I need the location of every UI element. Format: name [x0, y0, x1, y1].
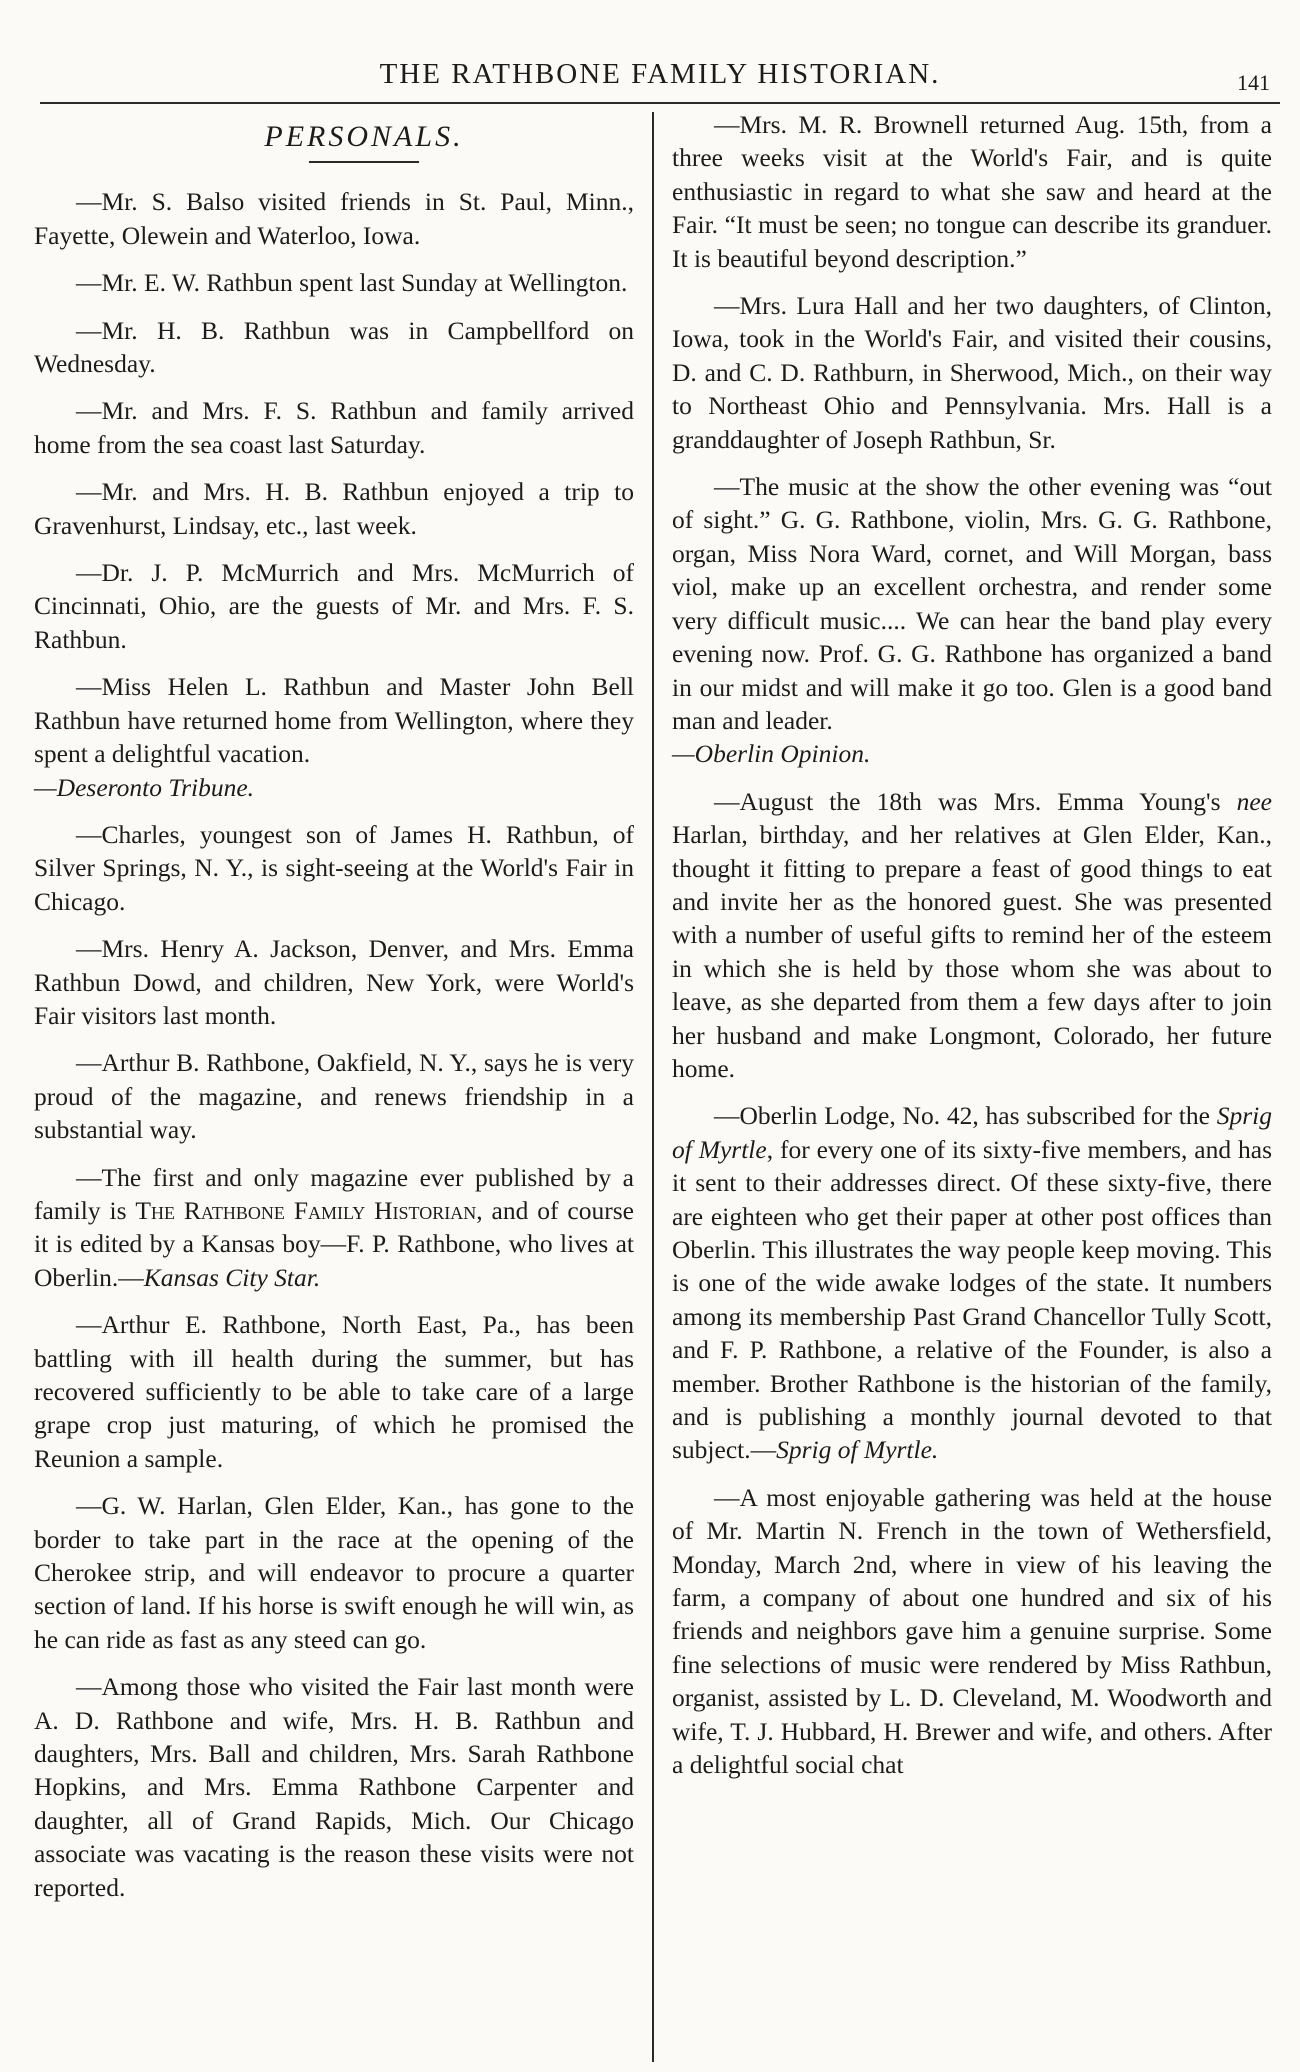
right-column — [672, 108, 1272, 1796]
personal-item: —Oberlin Lodge, No. 42, has subscribed for the Sprig of Myrtle, for every one of its sixty-five members, and has it sent to their addresses direct. Of these sixty-five, there are eighteen who get their paper at other post offices than Oberlin. This illustrates the way people keep moving. This is one of the wide awake lodges of the state. It numbers among its membership Past Grand Chancellor Tully Scott, and F. P. Rathbone, a relative of the Founder, is also a member. Brother Rathbone is the historian of the family, and is publishing a monthly journal devoted to that subject.—Sprig of Myrtle. — [672, 1101, 1272, 1465]
personal-item: —Dr. J. P. McMurrich and Mrs. McMurrich of Cincinnati, Ohio, are the guests of Mr. and Mrs. F. S. Rathbun. — [34, 558, 634, 654]
magazine-name: The Rathbone Family Historian — [135, 1195, 477, 1225]
header-rule — [40, 102, 1280, 104]
item-source: Kansas City Star. — [143, 1262, 321, 1292]
item-source: —Deseronto Tribune. — [34, 772, 255, 802]
personal-item: —Mr. H. B. Rathbun was in Campbellford on Wednesday. — [34, 315, 634, 379]
section-title: PERSONALS. — [264, 120, 464, 153]
personal-item: —G. W. Harlan, Glen Elder, Kan., has gone to the border to take part in the race at the opening of the Cherokee strip, and will endeavor to procure a quarter section of land. If his horse is swift enough he will win, as he can ride as fast as any steed can go. — [34, 1491, 634, 1654]
personal-item: —The first and only magazine ever published by a family is The Rathbone Family Historian, and of course it is edited by a Kansas boy—F. P. Rathbone, who lives at Oberlin.—Kansas City Star. — [34, 1162, 634, 1292]
personal-item: —Arthur E. Rathbone, North East, Pa., has been battling with ill health during the summer, but has recovered sufficiently to be able to take care of a large grape crop just maturing, of which he promised the Reunion a sample. — [34, 1310, 634, 1473]
personal-item: —Charles, youngest son of James H. Rathbun, of Silver Springs, N. Y., is sight-seeing at the World's Fair in Chicago. — [34, 819, 634, 916]
personal-item: —Among those who visited the Fair last month were A. D. Rathbone and wife, Mrs. H. B. Rathbun and daughters, Mrs. Ball and children, Mrs. Sarah Rathbone Hopkins, and Mrs. Emma Rathbone Carpenter and daughter, all of Grand Rapids, Mich. Our Chicago associate was vacating is the reason these visits were not reported. — [34, 1672, 634, 1902]
personal-item: —The music at the show the other evening was “out of sight.” G. G. Rathbone, violin, Mrs. G. G. Rathbone, organ, Miss Nora Ward, cornet, and Will Morgan, bass viol, make up an excellent orchestra, and render some very difficult music.... We can hear the band play every evening now. Prof. G. G. Rathbone has organized a band in our midst and will make it go too. Glen is a good band man and leader. —Oberlin Opinion. — [672, 470, 1272, 771]
personal-item: —Mrs. Henry A. Jackson, Denver, and Mrs. Emma Rathbun Dowd, and children, New York, were World's Fair visitors last month. — [34, 934, 634, 1030]
publication-name: Sprig of Myrtle — [672, 1101, 1272, 1164]
personal-item: —Mrs. M. R. Brownell returned Aug. 15th, from a three weeks visit at the World's Fair, and is quite enthusiastic in regard to what she saw and heard at the Fair. “It must be seen; no tongue can describe its granduer. It is beautiful beyond description.” — [672, 110, 1272, 273]
personal-item: —Miss Helen L. Rathbun and Master John Bell Rathbun have returned home from Wellington, where they spent a delightful vacation. —Deseronto Tribune. — [34, 670, 634, 804]
personal-item: —Mr. S. Balso visited friends in St. Paul, Minn., Fayette, Olewein and Waterloo, Iowa. — [34, 187, 634, 250]
personal-item: —August the 18th was Mrs. Emma Young's nee Harlan, birthday, and her relatives at Glen Elder, Kan., thought it fitting to prepare a feast of good things to eat and invite her as the honored guest. She was presented with a number of useful gifts to remind her of the esteem in which she is held by those whom she was about to leave, as she departed from them a few days after to join her husband and make Longmont, Colorado, her future home. — [672, 786, 1272, 1083]
personal-item: —Arthur B. Rathbone, Oakfield, N. Y., says he is very proud of the magazine, and renews friendship in a substantial way. — [34, 1048, 634, 1145]
personal-item: —A most enjoyable gathering was held at the house of Mr. Martin N. French in the town of Wethersfield, Monday, March 2nd, where in view of his leaving the farm, a company of about one hundred and six of his friends and neighbors gave him a genuine surprise. Some fine selections of music were rendered by Miss Rathbun, organist, assisted by L. D. Cleveland, M. Woodworth and wife, T. J. Hubbard, H. Brewer and wife, and others. After a delightful social chat — [672, 1482, 1272, 1780]
page-number: 141 — [1237, 70, 1270, 95]
italic-word: nee — [1236, 786, 1272, 816]
personal-item: —Mrs. Lura Hall and her two daughters, of Clinton, Iowa, took in the World's Fair, and visited their cousins, D. and C. D. Rathburn, in Sherwood, Mich., on their way to Northeast Ohio and Pennsylvania. Mrs. Hall is a granddaughter of Joseph Rathbun, Sr. — [672, 291, 1272, 454]
item-source: —Oberlin Opinion. — [672, 739, 871, 769]
personal-item: —Mr. and Mrs. H. B. Rathbun enjoyed a trip to Gravenhurst, Lindsay, etc., last week. — [34, 477, 634, 540]
section-title-rule — [309, 161, 419, 163]
personal-item: —Mr. E. W. Rathbun spent last Sunday at Wellington. — [76, 268, 628, 298]
running-head — [40, 58, 1280, 98]
left-column — [34, 114, 634, 1918]
column-divider — [652, 112, 654, 2062]
personal-item: —Mr. and Mrs. F. S. Rathbun and family arrived home from the sea coast last Saturday. — [34, 396, 634, 459]
running-title: THE RATHBONE FAMILY HISTORIAN. — [379, 58, 941, 90]
item-source: Sprig of Myrtle. — [776, 1435, 939, 1465]
